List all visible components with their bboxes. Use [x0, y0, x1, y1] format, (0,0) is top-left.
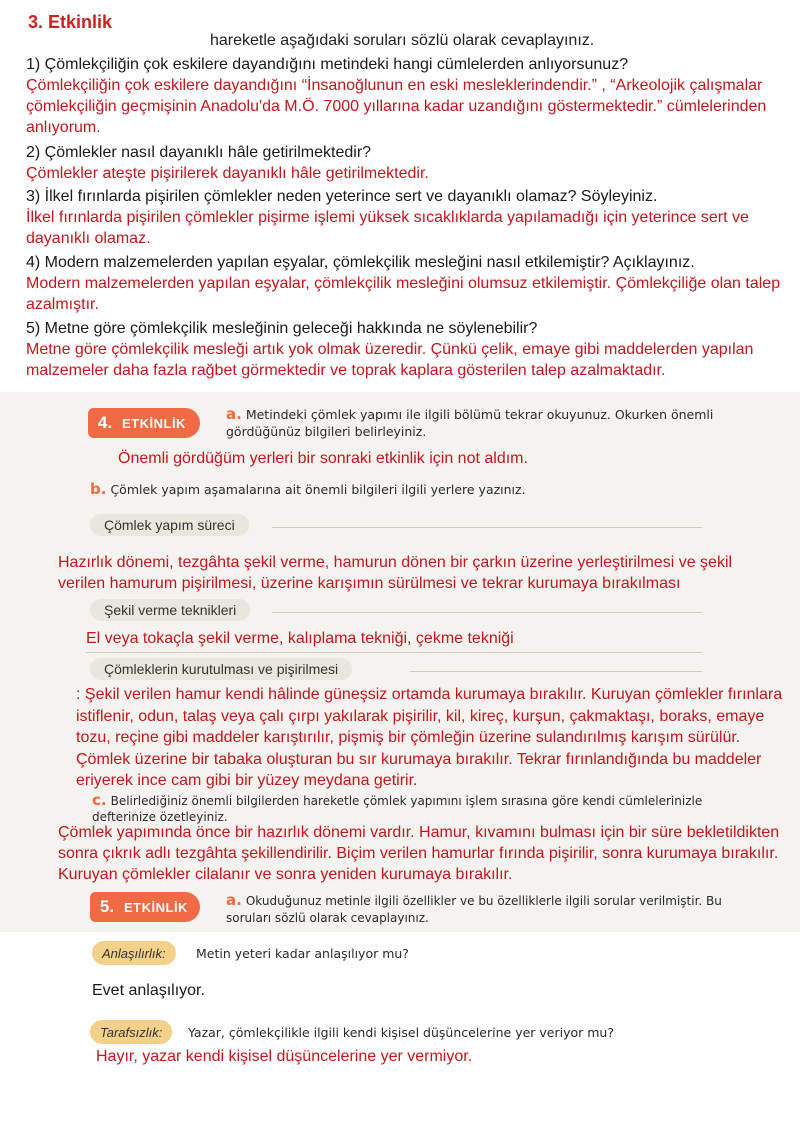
- answer: İlkel fırınlarda pişirilen çömlekler pişirme işlemi yüksek sıcaklıklarda yapılamadığı için yeterince sert ve dayanıklı olamaz.: [26, 209, 749, 247]
- answer: Modern malzemelerden yapılan eşyalar, çömlekçilik mesleğini olumsuz etkilemiştir. Çömlekçiliğe olan talep azalmıştır.: [26, 275, 781, 313]
- divider: [272, 527, 702, 528]
- qa-item-3: [26, 186, 786, 249]
- answer: Metne göre çömlekçilik mesleği artık yok olmak üzeredir. Çünkü çelik, emaye gibi maddelerden yapılan malzemeler daha fazla rağbet görmektedir ve toprak kaplara gösterilen talep azalmaktadır.: [26, 341, 754, 379]
- activity4-answer1: Hazırlık dönemi, tezgâhta şekil verme, hamurun dönen bir çarkın üzerine yerleştirilmesi ve şekil verilen hamurum pişirilmesi, üzerine karışımın sürülmesi ve tekrar kurumaya bırakılması: [58, 554, 733, 592]
- divider: [272, 612, 702, 613]
- activity5-label: ETKİNLİK: [124, 899, 188, 915]
- activity4-c-text: Belirlediğiniz önemli bilgilerden hareketle çömlek yapımını işlem sırasına göre kendi cümlelerinizle defterinize özetleyiniz.: [92, 794, 703, 824]
- answer: Çömlekçiliğin çok eskilere dayandığını “İnsanoğlunun en eski mesleklerindendir.” , “Arkeolojik çalışmalar çömlekçiliğin geçmişinin Anadolu'da M.Ö. 7000 yıllarına kadar uzandığını göstermektedir.” cümlelerinden anlıyorum.: [26, 77, 767, 136]
- divider: [410, 671, 702, 672]
- q1-text: Metin yeteri kadar anlaşılıyor mu?: [196, 946, 409, 961]
- activity4-a-answer: Önemli gördüğüm yerleri bir sonraki etkinlik için not aldım.: [118, 450, 528, 467]
- question: 4) Modern malzemelerden yapılan eşyalar, çömlekçilik mesleğini nasıl etkilemiştir? Açıklayınız.: [26, 254, 695, 271]
- bullet-a: a.: [226, 405, 242, 423]
- bullet-c: c.: [92, 791, 107, 809]
- activity5-badge: [90, 892, 200, 922]
- q2-answer: Hayır, yazar kendi kişisel düşüncelerine yer vermiyor.: [96, 1048, 473, 1065]
- question: 1) Çömlekçiliğin çok eskilere dayandığını metindeki hangi cümlelerden anlıyorsunuz?: [26, 56, 629, 73]
- activity5-a-instruction: [226, 892, 726, 927]
- activity4-b-text: Çömlek yapım aşamalarına ait önemli bilgileri ilgili yerlere yazınız.: [110, 482, 526, 497]
- pill-kurutma-pisirme: Çömleklerin kurutulması ve pişirilmesi: [90, 658, 352, 680]
- divider: [86, 652, 702, 653]
- question: 5) Metne göre çömlekçilik mesleğinin geleceği hakkında ne söylenebilir?: [26, 320, 538, 337]
- activity3-section: [0, 0, 800, 392]
- activity5-a-text: Okuduğunuz metinle ilgili özellikler ve bu özelliklerle ilgili sorular verilmiştir. Bu soruları sözlü olarak cevaplayınız.: [226, 894, 722, 925]
- activity4-answer2: El veya tokaçla şekil verme, kalıplama tekniği, çekme tekniği: [86, 630, 514, 647]
- activity4-label: ETKİNLİK: [122, 415, 186, 431]
- qa-item-5: [26, 318, 786, 381]
- question: 2) Çömlekler nasıl dayanıklı hâle getirilmektedir?: [26, 144, 372, 161]
- activity4-a-text: Metindeki çömlek yapımı ile ilgili bölümü tekrar okuyunuz. Okurken önemli gördüğünüz bilgileri belirleyiniz.: [226, 407, 714, 439]
- activity3-instruction: hareketle aşağıdaki soruları sözlü olarak cevaplayınız.: [210, 32, 595, 49]
- activity4-a-instruction: [226, 406, 726, 440]
- answer: Çömlekler ateşte pişirilerek dayanıklı hâle getirilmektedir.: [26, 165, 429, 182]
- q1-answer: Evet anlaşılıyor.: [92, 982, 205, 999]
- activity5-number: 5.: [99, 897, 115, 916]
- qa-item-4: [26, 252, 786, 315]
- pill-comlek-yapim-sureci: Çömlek yapım süreci: [90, 514, 249, 536]
- activity4-c-answer: Çömlek yapımında önce bir hazırlık dönemi vardır. Hamur, kıvamını bulması için bir süre bekletildikten sonra çıkrık adlı tezgâhta şekillendirilir. Biçim verilen hamurlar fırında pişirilir, sonra kurumaya bırakılır. Kuruyan çömlekler cilalanır ve sonra yeniden kurumaya bırakılır.: [58, 824, 780, 883]
- activity4-5-section: [0, 392, 800, 1129]
- qa-item-2: [26, 142, 786, 184]
- label-anlasilirlik: Anlaşılırlık:: [92, 941, 176, 965]
- activity4-c-instruction: [92, 792, 712, 825]
- pill-sekil-verme-teknikleri: Şekil verme teknikleri: [90, 599, 250, 621]
- activity4-answer3: : Şekil verilen hamur kendi hâlinde güneşsiz ortamda kurumaya bırakılır. Kuruyan çömlekler fırınlara istiflenir, odun, talaş veya çalı çırpı yakılarak pişirilir, kil, kireç, kurşun, çakmaktaşı, boraks, emaye tozu, reçine gibi maddeler karıştırılır, pişmiş bir çömleğin üzerine sulandırılmış karışım sürülür. Çömlek üzerine bir tabaka oluşturan bu sır kurumaya bırakılır. Tekrar fırınlandığında bu maddeler eriyerek ince cam gibi bir yüzey meydana getirir.: [76, 686, 783, 789]
- activity4-b-instruction: [90, 480, 526, 498]
- activity3-title: 3. Etkinlik: [28, 12, 113, 32]
- qa-item-1: [26, 54, 786, 138]
- activity4-badge: [88, 408, 200, 438]
- activity4-number: 4.: [97, 413, 113, 432]
- q2-text: Yazar, çömlekçilikle ilgili kendi kişisel düşüncelerine yer veriyor mu?: [188, 1025, 614, 1040]
- bullet-a: a.: [226, 891, 242, 909]
- bullet-b: b.: [90, 480, 107, 498]
- question: 3) İlkel fırınlarda pişirilen çömlekler neden yeterince sert ve dayanıklı olamaz? Söyleyiniz.: [26, 188, 658, 205]
- label-tarafsizlik: Tarafsızlık:: [90, 1020, 172, 1044]
